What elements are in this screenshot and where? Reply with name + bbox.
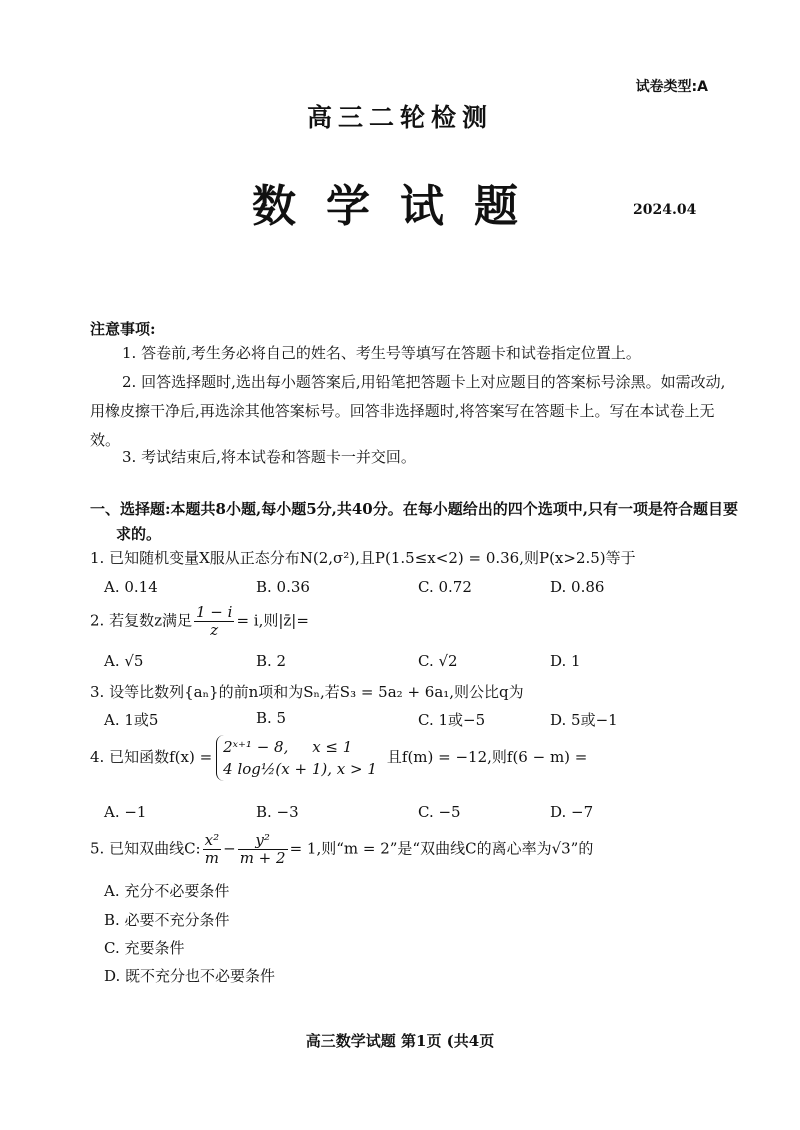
question-2-option-c: C. √2 — [418, 652, 458, 670]
question-2-fraction-denominator: z — [210, 621, 219, 639]
section-heading: 一、选择题:本题共8小题,每小题5分,共40分。在每小题给出的四个选项中,只有一项是符合题目要求的。 — [90, 500, 738, 543]
question-5-fraction-1-denominator: m — [204, 849, 219, 867]
question-4-stem-end: 且f(m) = −12,则f(6 − m) = — [386, 748, 588, 766]
question-2-stem-end: = i,则|z̄|= — [236, 611, 309, 630]
question-5-fraction-2-numerator: y² — [238, 832, 288, 850]
page-footer: 高三数学试题 第1页 (共4页 — [305, 1032, 495, 1050]
question-5-stem — [90, 832, 593, 867]
question-5-minus-sign: − — [223, 839, 236, 858]
question-5-fraction-1 — [203, 832, 221, 867]
question-4-piecewise — [216, 735, 383, 781]
question-1-option-d: D. 0.86 — [550, 578, 605, 596]
question-2-fraction — [194, 604, 234, 639]
paper-type: 试卷类型:A — [635, 79, 708, 95]
question-4-stem — [90, 735, 587, 781]
question-5-option-b: B. 必要不充分条件 — [104, 911, 230, 929]
question-3-option-d: D. 5或−1 — [550, 711, 618, 729]
question-3-option-a: A. 1或5 — [104, 711, 159, 729]
question-1-option-b: B. 0.36 — [256, 578, 310, 596]
subject-title: 数学试题 — [252, 181, 548, 232]
question-5-stem-end: = 1,则“m = 2”是“双曲线C的离心率为√3”的 — [289, 839, 594, 858]
question-3-option-b: B. 5 — [256, 709, 287, 727]
question-5-fraction-2-denominator: m + 2 — [239, 849, 286, 867]
question-2-stem-start: 2. 若复数z满足 — [90, 611, 192, 630]
question-4-piece-1: 2ˣ⁺¹ − 8, x ≤ 1 — [223, 738, 353, 756]
question-3-option-c: C. 1或−5 — [418, 711, 486, 729]
question-2-option-b: B. 2 — [256, 652, 287, 670]
question-5-fraction-1-numerator: x² — [204, 831, 220, 849]
question-2-option-a: A. √5 — [104, 652, 144, 670]
exam-title: 高三二轮检测 — [306, 103, 493, 132]
question-2-fraction-numerator: 1 − i — [195, 603, 233, 621]
notice-item-3: 3. 考试结束后,将本试卷和答题卡一并交回。 — [122, 448, 416, 466]
exam-date: 2024.04 — [633, 202, 697, 218]
question-1-option-c: C. 0.72 — [418, 578, 472, 596]
question-2-option-d: D. 1 — [550, 652, 581, 670]
notice-heading: 注意事项: — [90, 320, 156, 338]
question-4-piece-2: 4 log½(x + 1), x > 1 — [223, 760, 377, 778]
question-4-stem-start: 4. 已知函数f(x) = — [90, 748, 213, 766]
question-2-stem — [90, 604, 309, 639]
question-1-stem: 1. 已知随机变量X服从正态分布N(2,σ²),且P(1.5≤x<2) = 0.36,则P(x>2.5)等于 — [90, 549, 636, 567]
notice-item-1: 1. 答卷前,考生务必将自己的姓名、考生号等填写在答题卡和试卷指定位置上。 — [122, 344, 641, 362]
question-1-option-a: A. 0.14 — [104, 578, 158, 596]
question-5-option-d: D. 既不充分也不必要条件 — [104, 967, 276, 985]
question-4-option-b: B. −3 — [256, 803, 299, 821]
notice-item-2: 2. 回答选择题时,选出每小题答案后,用铅笔把答题卡上对应题目的答案标号涂黑。如需改动,用橡皮擦干净后,再选涂其他答案标号。回答非选择题时,将答案写在答题卡上。写在本试卷上无效。 — [90, 373, 726, 449]
question-4-option-c: C. −5 — [418, 803, 461, 821]
question-5-option-a: A. 充分不必要条件 — [104, 882, 230, 900]
question-5-stem-start: 5. 已知双曲线C: — [90, 839, 201, 858]
question-5-fraction-2 — [238, 832, 288, 867]
question-4-option-a: A. −1 — [104, 803, 147, 821]
question-4-option-d: D. −7 — [550, 803, 594, 821]
question-3-stem: 3. 设等比数列{aₙ}的前n项和为Sₙ,若S₃ = 5a₂ + 6a₁,则公比q为 — [90, 683, 524, 701]
question-5-option-c: C. 充要条件 — [104, 939, 185, 957]
